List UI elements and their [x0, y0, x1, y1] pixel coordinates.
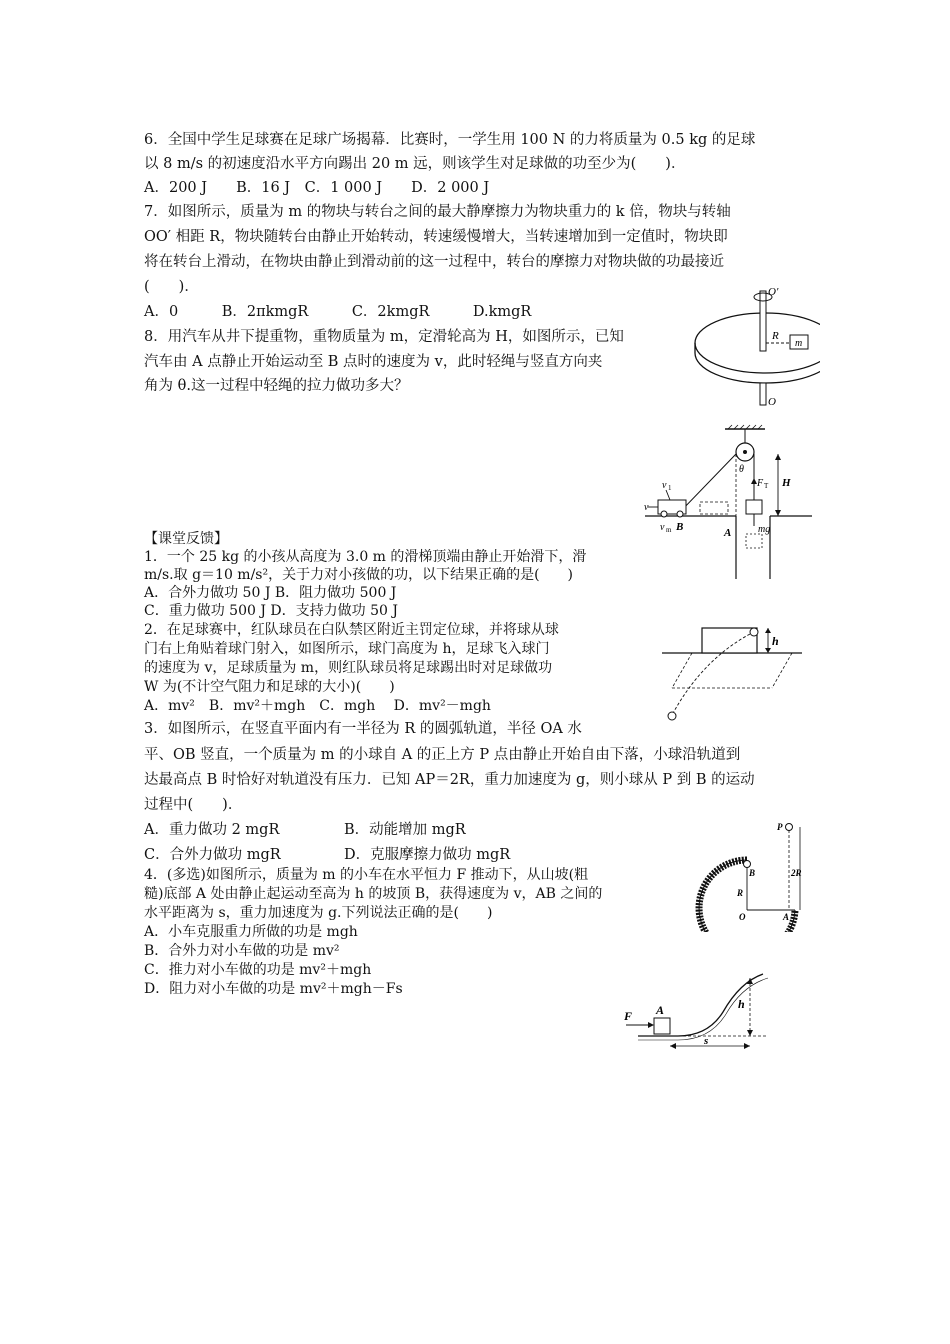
fb-q3-line3: 达最高点 B 时恰好对轨道没有压力．已知 AP＝2R，重力加速度为 g，则小球从 P 到 B 的运动 — [144, 772, 755, 788]
well-label-FT: F — [757, 478, 764, 489]
turntable-label-R: R — [772, 330, 779, 342]
fb-q4-optD: D．阻力对小车做的功是 mv²＋mgh－Fs — [144, 981, 403, 997]
fb-q4-optA: A．小车克服重力所做的功是 mgh — [144, 924, 358, 940]
fb-q4-optB: B．合外力对小车做的功是 mv² — [144, 943, 340, 959]
fb-q3-line4: 过程中( )． — [144, 797, 243, 813]
q8-line2: 汽车由 A 点静止开始运动至 B 点时的速度为 v，此时轻绳与竖直方向夹 — [144, 354, 603, 370]
fb-q3-line2: 平、OB 竖直，一个质量为 m 的小球自 A 的正上方 P 点由静止开始自由下落，小球沿轨道到 — [144, 747, 741, 763]
q6-options: A．200 J B．16 J C．1 000 J D．2 000 J — [144, 180, 490, 196]
q7-line3: 将在转台上滑动，在物块由静止到滑动前的这一过程中，转台的摩擦力对物块做的功最接近 — [144, 254, 724, 270]
well-label-theta: θ — [739, 464, 744, 475]
track-label-P: P — [777, 822, 783, 832]
track-label-O: O — [739, 912, 746, 922]
q7-options: A．0 B．2πkmgR C．2kmgR D.kmgR — [144, 304, 532, 320]
well-label-mg: mg — [758, 524, 771, 535]
fb-q2-line3: 的速度为 v，足球质量为 m，则红队球员将足球踢出时对足球做功 — [144, 660, 553, 676]
q7-line4: ( )． — [144, 279, 199, 295]
turntable-figure — [690, 283, 820, 408]
turntable-label-Otop: O′ — [768, 286, 779, 298]
fb-q2-options: A．mv² B．mv²＋mgh C．mgh D．mv²－mgh — [144, 698, 491, 714]
turntable-label-m: m — [795, 338, 803, 349]
fb-q3-optA: A．重力做功 2 mgR — [144, 822, 280, 838]
track-label-2R: 2R — [791, 868, 802, 878]
well-label-v: v — [644, 502, 649, 513]
slope-label-h: h — [738, 997, 745, 1011]
q8-line3: 角为 θ.这一过程中轻绳的拉力做功多大？ — [144, 378, 409, 394]
fb-q2-line4: W 为(不计空气阻力和足球的大小)( ) — [144, 679, 395, 695]
slope-label-A: A — [656, 1003, 665, 1017]
fb-q3-optD: D．克服摩擦力做功 mgR — [344, 847, 511, 863]
fb-q1-line2: m/s.取 g＝10 m/s²，关于力对小孩做的功，以下结果正确的是( ) — [144, 567, 574, 583]
fb-q1-optC: C．重力做功 500 J D．支持力做功 50 J — [144, 603, 398, 619]
slope-label-s: s — [704, 1035, 709, 1047]
well-label-v1: v — [662, 480, 667, 491]
fb-q4-optC: C．推力对小车做的功是 mv²＋mgh — [144, 962, 372, 978]
track-label-B: B — [749, 868, 756, 878]
q7-line2: OO′ 相距 R，物块随转台由静止开始转动，转速缓慢增大，当转速增加到一定值时，物块即 — [144, 229, 728, 245]
q6-line2: 以 8 m/s 的初速度沿水平方向踢出 20 m 远，则该学生对足球做的功至少为( )． — [144, 156, 686, 172]
track-label-A: A — [783, 912, 790, 922]
well-label-vm-sub: m — [666, 526, 672, 534]
fb-q3-optB: B．动能增加 mgR — [344, 822, 466, 838]
fb-q1-line1: 1．一个 25 kg 的小孩从高度为 3.0 m 的滑梯顶端由静止开始滑下，滑 — [144, 549, 587, 565]
well-label-B: B — [676, 521, 684, 533]
fb-q1-optA: A．合外力做功 50 J B．阻力做功 500 J — [144, 585, 397, 601]
circular-track-figure — [685, 820, 810, 932]
well-label-v1-sub: 1 — [668, 484, 672, 492]
well-label-vm: v — [660, 522, 665, 533]
fb-q4-line1: 4．(多选)如图所示，质量为 m 的小车在水平恒力 F 推动下，从山坡(粗 — [144, 867, 589, 883]
fb-q2-line1: 2．在足球赛中，红队球员在白队禁区附近主罚定位球，并将球从球 — [144, 622, 559, 638]
q6-line1: 6．全国中学生足球赛在足球广场揭幕．比赛时，一学生用 100 N 的力将质量为 0.5 kg 的足球 — [144, 132, 756, 148]
fb-q3-optC: C．合外力做功 mgR — [144, 847, 281, 863]
slope-label-F: F — [624, 1009, 633, 1023]
track-label-R: R — [737, 888, 744, 898]
goal-label-h: h — [772, 634, 779, 648]
slope-figure — [618, 962, 778, 1056]
goal-figure — [662, 620, 807, 725]
fb-q2-line2: 门右上角贴着球门射入，如图所示，球门高度为 h，足球飞入球门 — [144, 641, 550, 657]
fb-q4-line2: 糙)底部 A 处由静止起运动至高为 h 的坡顶 B，获得速度为 v，AB 之间的 — [144, 886, 603, 902]
well-label-H: H — [782, 477, 791, 489]
well-label-A: A — [724, 527, 732, 539]
well-label-FT-sub: T — [764, 482, 769, 490]
fb-q4-line3: 水平距离为 s，重力加速度为 g.下列说法正确的是( ) — [144, 905, 493, 921]
well-pulley-figure — [640, 424, 815, 584]
q8-line1: 8．用汽车从井下提重物，重物质量为 m，定滑轮高为 H，如图所示，已知 — [144, 329, 624, 345]
turntable-label-O: O — [768, 396, 776, 408]
fb-q3-line1: 3．如图所示，在竖直平面内有一半径为 R 的圆弧轨道，半径 OA 水 — [144, 721, 582, 737]
q7-line1: 7．如图所示，质量为 m 的物块与转台之间的最大静摩擦力为物块重力的 k 倍，物块与转轴 — [144, 204, 731, 220]
feedback-title: 【课堂反馈】 — [144, 531, 228, 547]
